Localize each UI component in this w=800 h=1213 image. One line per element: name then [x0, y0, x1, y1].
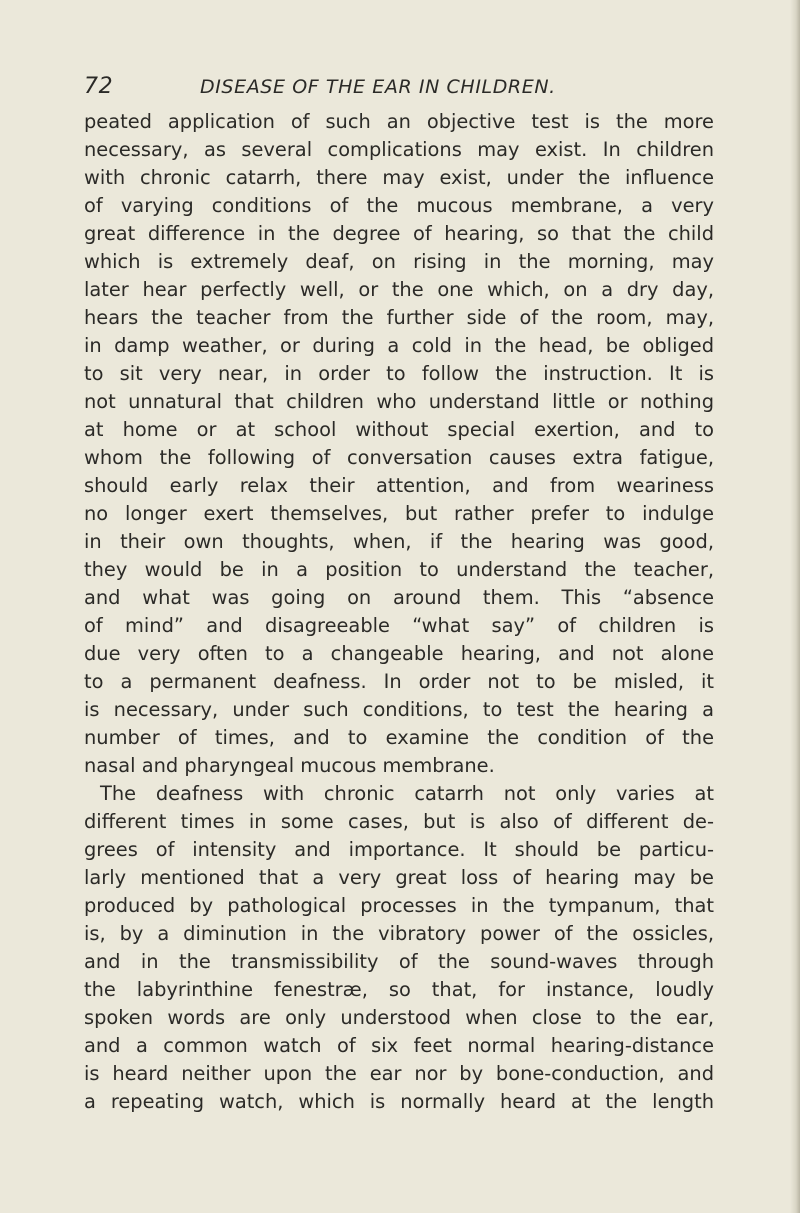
chapter-title: DISEASE OF THE EAR IN CHILDREN.	[200, 76, 556, 98]
text-line: is necessary, under such conditions, to test the hearing a	[84, 698, 714, 721]
text-line: and in the transmissibility of the sound-waves through	[84, 950, 714, 973]
page-edge-shadow	[790, 0, 800, 1213]
paragraph-start-line: The deafness with chronic catarrh not only varies at	[100, 782, 714, 805]
text-line: is, by a diminution in the vibratory power of the ossicles,	[84, 922, 714, 945]
text-line: necessary, as several complications may exist. In children	[84, 138, 714, 161]
text-line: not unnatural that children who understand little or nothing	[84, 390, 714, 413]
text-line: of mind” and disagreeable “what say” of children is	[84, 614, 714, 637]
text-line: a repeating watch, which is normally heard at the length	[84, 1090, 714, 1113]
body-text	[84, 108, 714, 1116]
page-number: 72	[84, 74, 114, 99]
text-line: to sit very near, in order to follow the instruction. It is	[84, 362, 714, 385]
text-line: of varying conditions of the mucous membrane, a very	[84, 194, 714, 217]
text-line: produced by pathological processes in the tympanum, that	[84, 894, 714, 917]
text-line: should early relax their attention, and from weariness	[84, 474, 714, 497]
text-line: great difference in the degree of hearing, so that the child	[84, 222, 714, 245]
text-line: the labyrinthine fenestræ, so that, for instance, loudly	[84, 978, 714, 1001]
text-line: no longer exert themselves, but rather prefer to indulge	[84, 502, 714, 525]
text-line: in their own thoughts, when, if the hearing was good,	[84, 530, 714, 553]
running-head	[84, 74, 644, 102]
text-line: different times in some cases, but is also of different de-	[84, 810, 714, 833]
text-line: and a common watch of six feet normal hearing-distance	[84, 1034, 714, 1057]
text-line: number of times, and to examine the condition of the	[84, 726, 714, 749]
text-line: later hear perfectly well, or the one which, on a dry day,	[84, 278, 714, 301]
text-line: at home or at school without special exertion, and to	[84, 418, 714, 441]
text-line: whom the following of conversation causes extra fatigue,	[84, 446, 714, 469]
text-line: peated application of such an objective test is the more	[84, 110, 714, 133]
text-line: with chronic catarrh, there may exist, under the influence	[84, 166, 714, 189]
text-line: grees of intensity and importance. It should be particu-	[84, 838, 714, 861]
text-line: spoken words are only understood when close to the ear,	[84, 1006, 714, 1029]
text-line: due very often to a changeable hearing, and not alone	[84, 642, 714, 665]
text-line: they would be in a position to understand the teacher,	[84, 558, 714, 581]
text-line: which is extremely deaf, on rising in the morning, may	[84, 250, 714, 273]
text-line: larly mentioned that a very great loss of hearing may be	[84, 866, 714, 889]
text-line: to a permanent deafness. In order not to be misled, it	[84, 670, 714, 693]
text-line: in damp weather, or during a cold in the head, be obliged	[84, 334, 714, 357]
text-line: is heard neither upon the ear nor by bone-conduction, and	[84, 1062, 714, 1085]
text-line: hears the teacher from the further side of the room, may,	[84, 306, 714, 329]
text-line: and what was going on around them. This “absence	[84, 586, 714, 609]
text-line: nasal and pharyngeal mucous membrane.	[84, 754, 495, 777]
